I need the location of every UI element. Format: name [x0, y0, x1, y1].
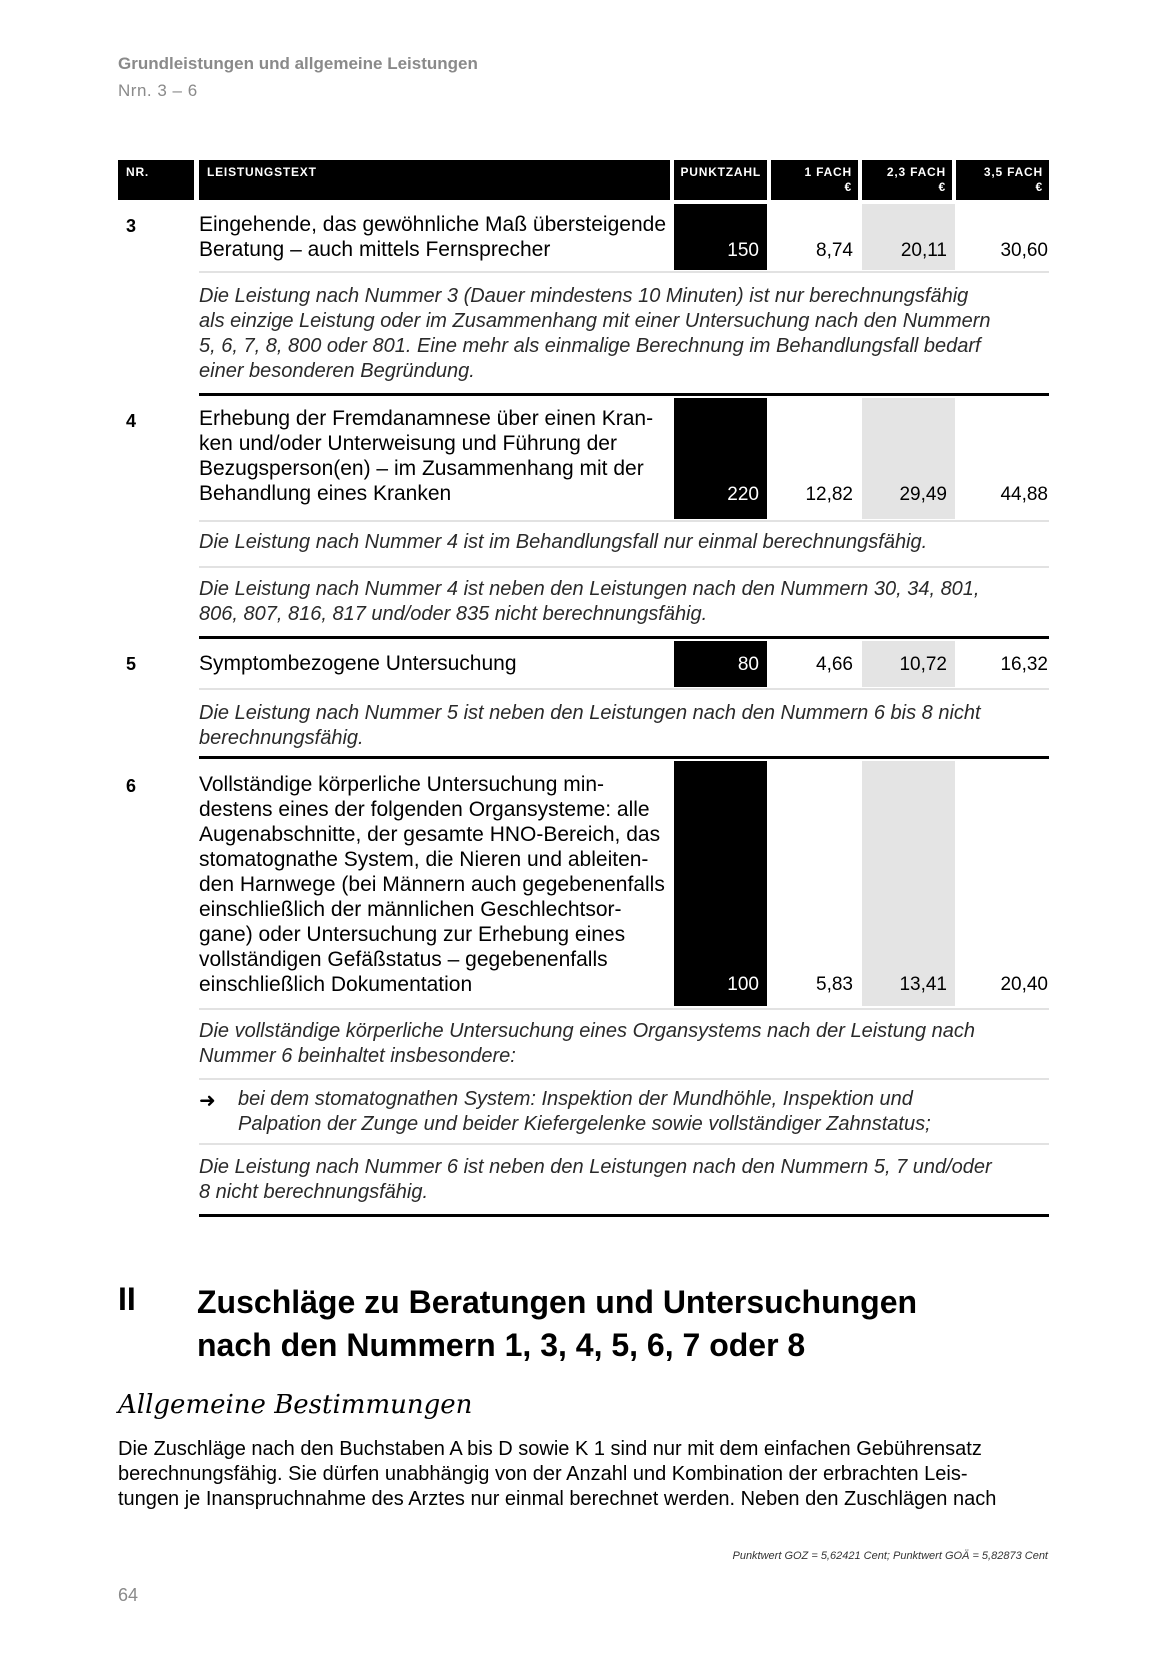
- section-title: Zuschläge zu Beratungen und Untersuchungen nach den Nummern 1, 3, 4, 5, 6, 7 oder 8: [197, 1284, 918, 1363]
- page-number: 64: [118, 1585, 139, 1605]
- row-note: Die Leistung nach Nummer 5 ist neben den Leistungen nach den Nummern 6 bis 8 nicht berechnungsfähig.: [199, 702, 981, 749]
- chapter-title: Grundleistungen und allgemeine Leistungen: [118, 54, 478, 73]
- row-number: 6: [126, 776, 137, 796]
- row-number: 4: [126, 411, 137, 431]
- fee-35fach: 44,88: [1000, 484, 1048, 505]
- chapter-subtitle: Nrn. 3 – 6: [118, 81, 198, 100]
- points-value: 100: [727, 974, 759, 995]
- fee-1fach: 4,66: [816, 654, 853, 675]
- points-value: 220: [727, 484, 759, 505]
- service-text: Eingehende, das gewöhnliche Maß übersteigende Beratung – auch mittels Fernsprecher: [199, 213, 666, 261]
- col-header-1fach: 1 FACH €: [771, 160, 858, 200]
- fee-35fach: 30,60: [1000, 240, 1048, 261]
- row-number: 3: [126, 216, 137, 236]
- fee-35fach: 16,32: [1000, 654, 1048, 675]
- col-header-points: PUNKTZAHL: [674, 160, 767, 200]
- arrow-right-icon: ➜: [199, 1090, 216, 1112]
- fee-23fach: 13,41: [899, 974, 947, 995]
- footnote: Punktwert GOZ = 5,62421 Cent; Punktwert GOÄ = 5,82873 Cent: [732, 1550, 1048, 1562]
- divider: [199, 1143, 1049, 1145]
- divider: [199, 271, 1049, 273]
- service-text: Symptombezogene Untersuchung: [199, 652, 517, 675]
- divider: [199, 1078, 1049, 1080]
- col-header-nr: NR.: [118, 160, 194, 200]
- row-note: Die Leistung nach Nummer 6 ist neben den Leistungen nach den Nummern 5, 7 und/oder 8 nicht berechnungsfähig.: [199, 1156, 992, 1203]
- fee-23fach: 10,72: [899, 654, 947, 675]
- row-separator: [199, 756, 1049, 759]
- divider: [199, 1008, 1049, 1010]
- row-note: Die Leistung nach Nummer 3 (Dauer mindestens 10 Minuten) ist nur berechnungsfähig als einzige Leistung oder im Zusammenhang mit einer Untersuchung nach den Nummern 5, 6, 7, 8, 800 oder 801. Eine mehr als einmalige Berechnung im Behandlungsfall bedarf einer besonderen Begründung.: [199, 285, 991, 382]
- fee-1fach: 5,83: [816, 974, 853, 995]
- col-header-23fach: 2,3 FACH €: [862, 160, 952, 200]
- points-value: 150: [727, 240, 759, 261]
- service-text: Vollständige körperliche Untersuchung min- destens eines der folgenden Organsysteme: alle Augenabschnitte, der gesamte HNO-Bereich, das stomatognathe System, die Nieren und ableiten- den Harnwege (bei Männern auch gegebenenfalls einschließlich der männlichen Geschlechtsor- gane) oder Untersuchung zur Erhebung eines vollständigen Gefäßstatus – gegebenenfalls einschließlich Dokumentation: [199, 773, 665, 996]
- fee-23-cell-bg: [862, 761, 955, 1006]
- service-text: Erhebung der Fremdanamnese über einen Kran- ken und/oder Unterweisung und Führung der Bezugsperson(en) – im Zusammenhang mit der Behandlung eines Kranken: [199, 407, 654, 505]
- points-cell-bg: [674, 761, 767, 1006]
- points-value: 80: [737, 654, 759, 675]
- divider: [199, 566, 1049, 568]
- body-paragraph: Die Zuschläge nach den Buchstaben A bis D sowie K 1 sind nur mit dem einfachen Gebührensatz berechnungsfähig. Sie dürfen unabhängig von der Anzahl und Kombination der erbrachten Leis- tungen je Inanspruchnahme des Arztes nur einmal berechnet werden. Neben den Zuschlägen nach: [118, 1438, 997, 1510]
- row-note: Die vollständige körperliche Untersuchung eines Organsystems nach der Leistung nach Nummer 6 beinhaltet insbesondere:: [199, 1020, 975, 1067]
- row-number: 5: [126, 654, 137, 674]
- fee-1fach: 8,74: [816, 240, 853, 261]
- fee-1fach: 12,82: [805, 484, 853, 505]
- row-note: Die Leistung nach Nummer 4 ist im Behandlungsfall nur einmal berechnungsfähig.: [199, 531, 928, 553]
- row-note: Die Leistung nach Nummer 4 ist neben den Leistungen nach den Nummern 30, 34, 801, 806, 807, 816, 817 und/oder 835 nicht berechnungsfähig.: [199, 578, 980, 625]
- section-number: II: [118, 1281, 136, 1317]
- fee-23fach: 29,49: [899, 484, 947, 505]
- bullet-note: bei dem stomatognathen System: Inspektion der Mundhöhle, Inspektion und Palpation der Zunge und beider Kiefergelenke sowie vollständiger Zahnstatus;: [238, 1088, 931, 1135]
- subheading: Allgemeine Bestimmungen: [118, 1390, 473, 1420]
- row-separator: [199, 393, 1049, 396]
- divider: [199, 520, 1049, 522]
- col-header-text: LEISTUNGSTEXT: [199, 160, 670, 200]
- divider: [199, 688, 1049, 690]
- col-header-35fach: 3,5 FACH €: [956, 160, 1049, 200]
- row-separator: [199, 636, 1049, 639]
- fee-23fach: 20,11: [900, 240, 947, 261]
- fee-35fach: 20,40: [1000, 974, 1048, 995]
- table-end-rule: [199, 1214, 1049, 1217]
